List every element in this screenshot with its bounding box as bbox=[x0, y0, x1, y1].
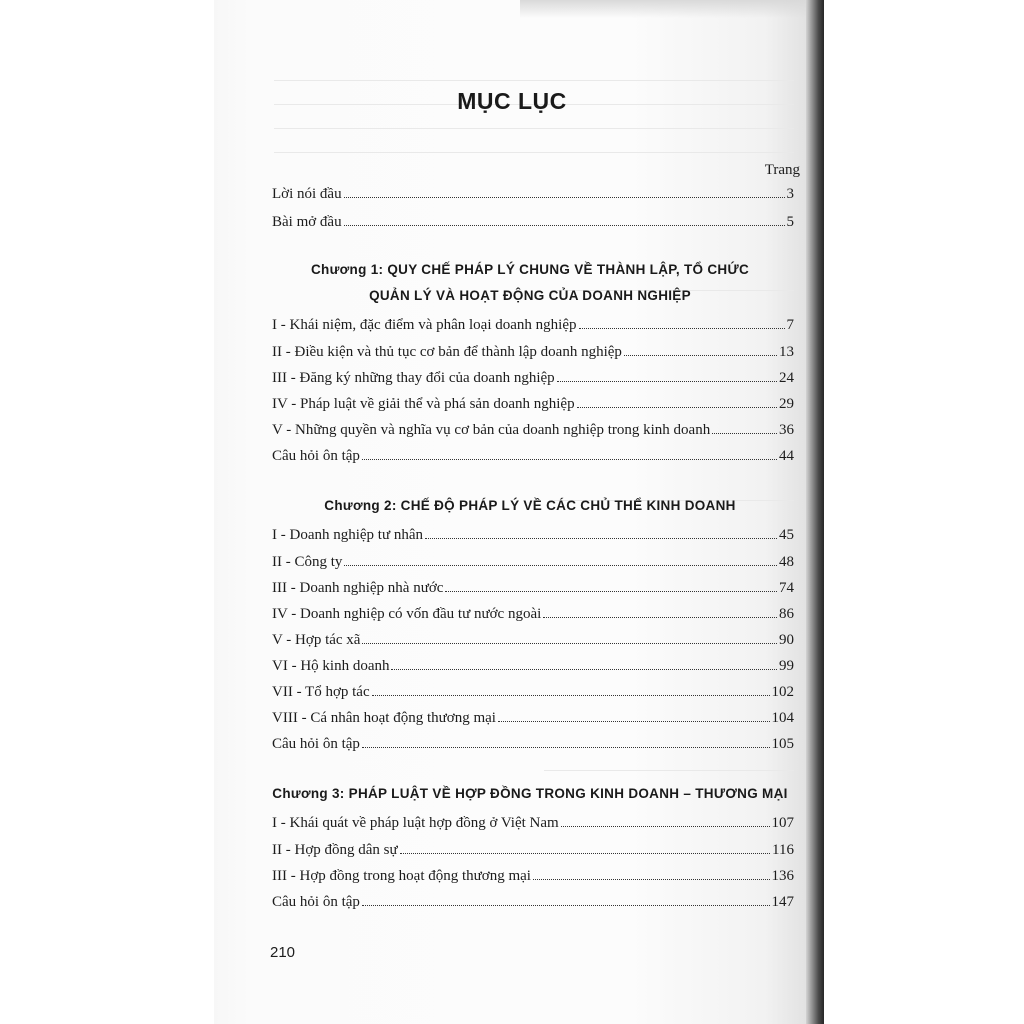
toc-entry[interactable] bbox=[272, 710, 794, 730]
toc-entry-page: 3 bbox=[786, 186, 794, 202]
toc-entry-page: 86 bbox=[779, 606, 794, 622]
toc-entry-page: 107 bbox=[771, 815, 794, 831]
dot-leader bbox=[577, 406, 777, 408]
dot-leader bbox=[445, 590, 777, 592]
toc-entry-page: 147 bbox=[771, 894, 794, 910]
toc-entry-label: Bài mở đầu bbox=[272, 214, 342, 230]
chapter-3-heading: Chương 3: PHÁP LUẬT VỀ HỢP ĐỒNG TRONG KINH DOANH – THƯƠNG MẠI bbox=[272, 786, 788, 801]
dot-leader bbox=[362, 458, 777, 460]
toc-entry-page: 90 bbox=[779, 632, 794, 648]
toc-entry[interactable] bbox=[272, 736, 794, 756]
dot-leader bbox=[561, 825, 770, 827]
toc-entry[interactable] bbox=[272, 658, 794, 678]
dot-leader bbox=[372, 694, 770, 696]
toc-entry-page: 13 bbox=[779, 344, 794, 360]
toc-entry-label: V - Hợp tác xã bbox=[272, 632, 361, 648]
dot-leader bbox=[344, 224, 785, 226]
toc-entry-page: 24 bbox=[779, 370, 794, 386]
dot-leader bbox=[362, 904, 770, 906]
dot-leader bbox=[344, 564, 777, 566]
toc-entry[interactable] bbox=[272, 344, 794, 364]
dot-leader bbox=[557, 380, 777, 382]
dot-leader bbox=[391, 668, 777, 670]
toc-entry-label: III - Đăng ký những thay đổi của doanh nghiệp bbox=[272, 370, 555, 386]
toc-entry[interactable] bbox=[272, 317, 794, 337]
toc-entry-label: Câu hỏi ôn tập bbox=[272, 736, 360, 752]
toc-entry[interactable] bbox=[272, 527, 794, 547]
toc-entry-label: IV - Doanh nghiệp có vốn đầu tư nước ngoài bbox=[272, 606, 542, 622]
toc-entry-label: V - Những quyền và nghĩa vụ cơ bản của doanh nghiệp trong kinh doanh bbox=[272, 422, 711, 438]
chapter-2-heading: Chương 2: CHẾ ĐỘ PHÁP LÝ VỀ CÁC CHỦ THỂ KINH DOANH bbox=[324, 498, 736, 513]
dot-leader bbox=[624, 354, 777, 356]
toc-entry-label: II - Điều kiện và thủ tục cơ bản để thành lập doanh nghiệp bbox=[272, 344, 622, 360]
dot-leader bbox=[400, 852, 770, 854]
toc-entry-page: 29 bbox=[779, 396, 794, 412]
toc-entry-page: 116 bbox=[772, 842, 794, 858]
toc-entry-page: 102 bbox=[771, 684, 794, 700]
toc-entry[interactable] bbox=[272, 684, 794, 704]
toc-entry[interactable] bbox=[272, 868, 794, 888]
toc-entry-label: Câu hỏi ôn tập bbox=[272, 448, 360, 464]
toc-entry-page: 7 bbox=[786, 317, 794, 333]
toc-entry-label: I - Doanh nghiệp tư nhân bbox=[272, 527, 424, 543]
toc-entry-label: II - Công ty bbox=[272, 554, 343, 570]
toc-entry-label: III - Doanh nghiệp nhà nước bbox=[272, 580, 444, 596]
toc-entry-page: 105 bbox=[771, 736, 794, 752]
toc-entry-page: 36 bbox=[779, 422, 794, 438]
toc-entry[interactable] bbox=[272, 370, 794, 390]
toc-entry-page: 99 bbox=[779, 658, 794, 674]
toc-entry[interactable] bbox=[272, 186, 794, 206]
toc-entry-label: Lời nói đầu bbox=[272, 186, 342, 202]
dot-leader bbox=[712, 432, 777, 434]
toc-entry[interactable] bbox=[272, 448, 794, 468]
dot-leader bbox=[362, 746, 770, 748]
dot-leader bbox=[579, 327, 785, 329]
toc-entry-label: Câu hỏi ôn tập bbox=[272, 894, 360, 910]
toc-entry-page: 44 bbox=[779, 448, 794, 464]
toc-entry[interactable] bbox=[272, 580, 794, 600]
toc-title: MỤC LỤC bbox=[457, 88, 567, 114]
dot-leader bbox=[425, 537, 777, 539]
toc-entry-page: 48 bbox=[779, 554, 794, 570]
dot-leader bbox=[362, 642, 777, 644]
toc-entry-page: 104 bbox=[771, 710, 794, 726]
toc-entry-page: 136 bbox=[771, 868, 794, 884]
dot-leader bbox=[498, 720, 770, 722]
toc-entry[interactable] bbox=[272, 422, 794, 442]
toc-entry-label: II - Hợp đồng dân sự bbox=[272, 842, 398, 858]
dot-leader bbox=[543, 616, 777, 618]
chapter-1-heading-cont: QUẢN LÝ VÀ HOẠT ĐỘNG CỦA DOANH NGHIỆP bbox=[369, 288, 691, 303]
toc-entry[interactable] bbox=[272, 842, 794, 862]
chapter-1-heading: Chương 1: QUY CHẾ PHÁP LÝ CHUNG VỀ THÀNH LẬP, TỔ CHỨC bbox=[310, 262, 749, 277]
toc-entry-label: I - Khái quát về pháp luật hợp đồng ở Việt Nam bbox=[272, 815, 559, 831]
toc-entry[interactable] bbox=[272, 894, 794, 914]
toc-entry-label: IV - Pháp luật về giải thể và phá sản doanh nghiệp bbox=[272, 396, 575, 412]
toc-entry-label: VII - Tổ hợp tác bbox=[272, 684, 370, 700]
toc-entry-page: 45 bbox=[779, 527, 794, 543]
toc-entry-label: III - Hợp đồng trong hoạt động thương mại bbox=[272, 868, 531, 884]
dot-leader bbox=[344, 196, 785, 198]
toc-entry-label: VIII - Cá nhân hoạt động thương mại bbox=[272, 710, 496, 726]
toc-entry-label: I - Khái niệm, đặc điểm và phân loại doanh nghiệp bbox=[272, 317, 577, 333]
toc-entry[interactable] bbox=[272, 632, 794, 652]
toc-entry[interactable] bbox=[272, 396, 794, 416]
page-corner-shadow bbox=[520, 0, 810, 18]
dot-leader bbox=[533, 878, 770, 880]
toc-entry[interactable] bbox=[272, 554, 794, 574]
toc-entry[interactable] bbox=[272, 815, 794, 835]
toc-entry-label: VI - Hộ kinh doanh bbox=[272, 658, 390, 674]
toc-entry-page: 74 bbox=[779, 580, 794, 596]
toc-entry[interactable] bbox=[272, 606, 794, 626]
toc-entry-page: 5 bbox=[786, 214, 794, 230]
toc-entry[interactable] bbox=[272, 214, 794, 234]
page-number: 210 bbox=[270, 944, 296, 961]
page-column-header: Trang bbox=[764, 162, 800, 178]
